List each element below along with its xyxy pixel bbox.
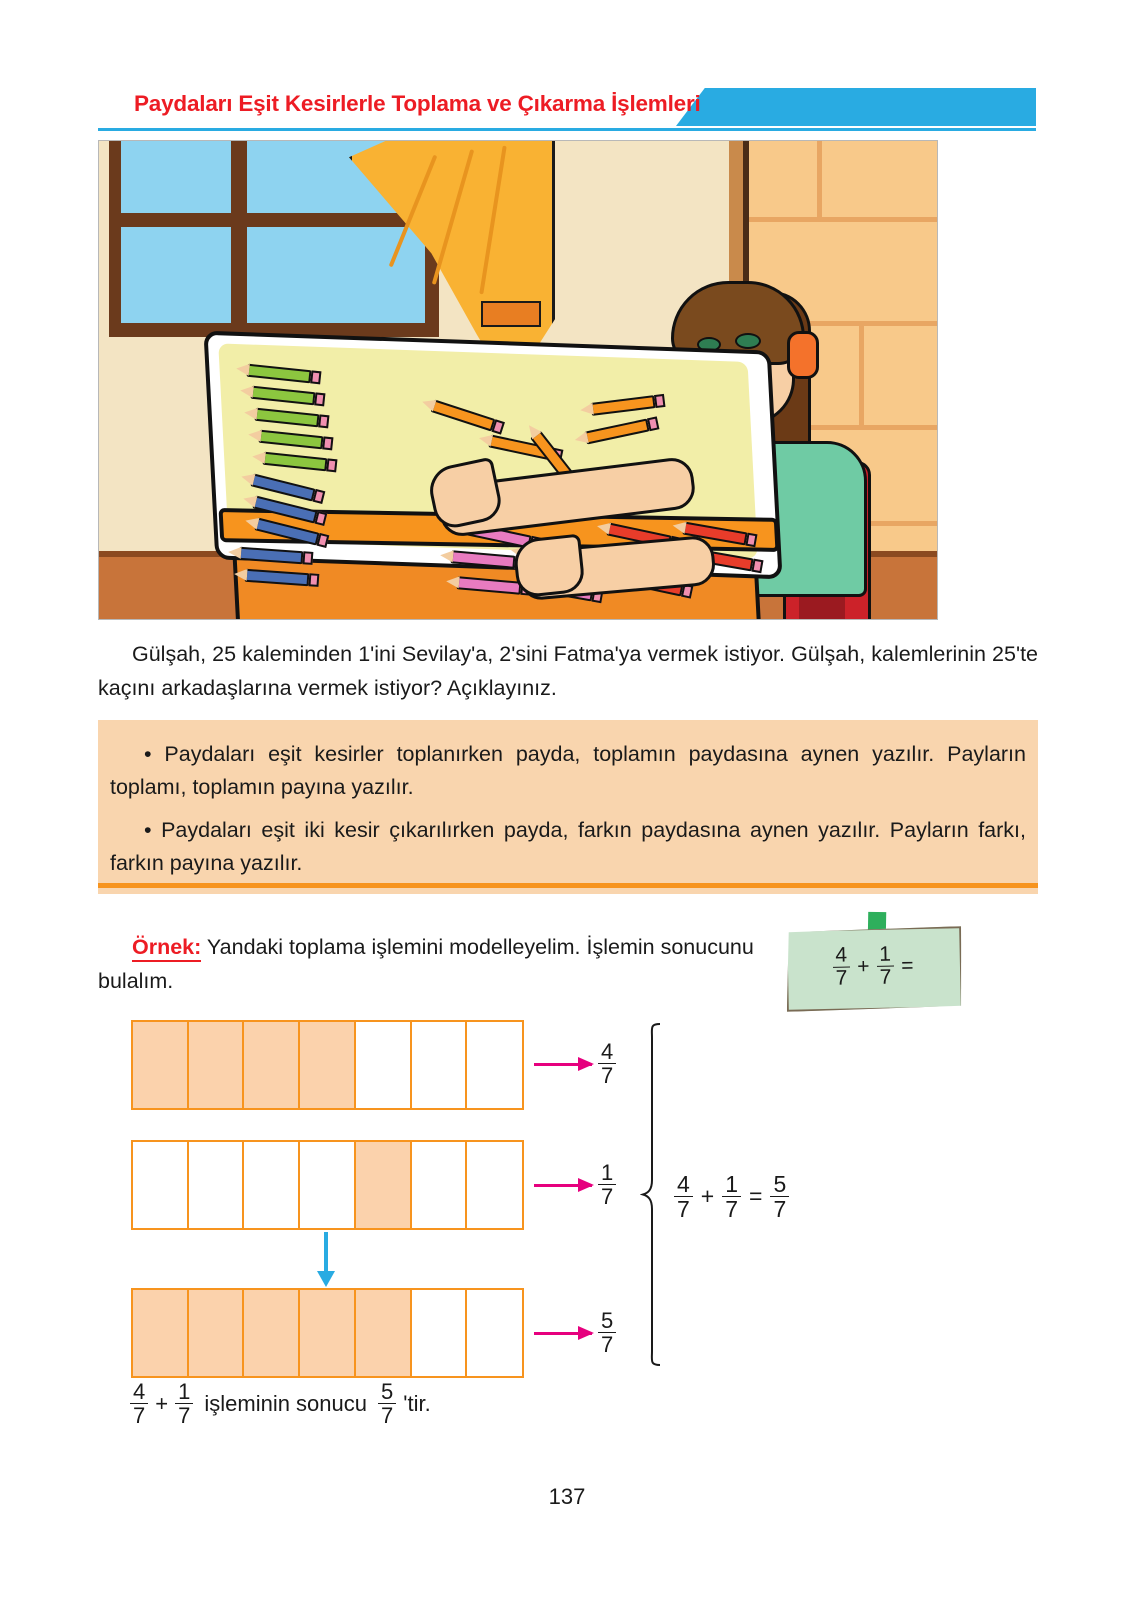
window-pane: [121, 227, 231, 323]
bar-cell: [187, 1288, 245, 1378]
fraction-label-2: $\frac{1}{7}$: [596, 1161, 618, 1208]
bar-cell: [410, 1020, 468, 1110]
fraction-1-7: $\frac{1}{7}$: [876, 944, 895, 989]
girl-hand: [512, 534, 586, 599]
example-label: Örnek:: [132, 935, 201, 962]
fraction-1-7: $\frac{1}{7}$: [175, 1380, 193, 1427]
bar-cell: [465, 1288, 523, 1378]
fraction-5-7: $\frac{5}{7}$: [770, 1172, 789, 1221]
page-title: Paydaları Eşit Kesirlerle Toplama ve Çıkarma İşlemleri: [134, 91, 701, 116]
example-lead: [98, 930, 788, 998]
header-divider: [98, 128, 1036, 131]
arrow-right-icon: [534, 1063, 592, 1066]
rules-infobox: [98, 720, 1038, 894]
girl-eye: [735, 333, 761, 349]
curly-brace-icon: [640, 1022, 670, 1367]
fraction-label-1: $\frac{4}{7}$: [596, 1040, 618, 1087]
example-block: [98, 930, 788, 998]
fraction-bar-2: [131, 1140, 521, 1230]
bar-cell: [298, 1140, 356, 1230]
arrow-right-icon: [534, 1332, 592, 1335]
brick-line: [749, 217, 938, 222]
result-equation: [672, 1172, 791, 1221]
equals-sign: =: [749, 1183, 763, 1210]
fraction-bar-3: [131, 1288, 521, 1378]
plus-operator: +: [700, 1183, 715, 1210]
fraction-bar-1: [131, 1020, 521, 1110]
sticky-note-expression: [786, 942, 959, 991]
fraction-4-7: $\frac{4}{7}$: [130, 1380, 148, 1427]
arrow-right-icon: [534, 1184, 592, 1187]
bar-cell: [354, 1288, 412, 1378]
brick-joint: [817, 141, 822, 217]
bar-cell: [242, 1020, 300, 1110]
bar-cell: [465, 1140, 523, 1230]
bar-cell: [410, 1288, 468, 1378]
conclusion-text: işleminin sonucu: [204, 1390, 367, 1416]
bar-cell: [354, 1140, 412, 1230]
bar-cell: [298, 1020, 356, 1110]
fraction-label-3: $\frac{5}{7}$: [596, 1309, 618, 1356]
fraction-5-7: $\frac{5}{7}$: [378, 1380, 396, 1427]
page-header: [98, 88, 1036, 132]
bar-cell: [242, 1140, 300, 1230]
problem-paragraph: Gülşah, 25 kaleminden 1'ini Sevilay'a, 2'sini Fatma'ya vermek istiyor. Gülşah, kalemlerinin 25'te kaçını arkadaşlarına vermek istiyor? Açıklayınız.: [98, 642, 1038, 700]
rule-bullet-2: • Paydaları eşit iki kesir çıkarılırken payda, farkın paydasına aynen yazılır. Payların farkı, farkın payına yazılır.: [110, 818, 1026, 875]
page-number: 137: [548, 1484, 586, 1509]
header-accent-band: [676, 88, 1036, 126]
fraction-4-7: $\frac{4}{7}$: [832, 944, 851, 989]
bar-cell: [465, 1020, 523, 1110]
bar-cell: [354, 1020, 412, 1110]
bar-cell: [298, 1288, 356, 1378]
bar-cell: [410, 1140, 468, 1230]
bar-cell: [131, 1140, 189, 1230]
equals-sign: =: [900, 953, 914, 977]
bar-cell: [242, 1288, 300, 1378]
infobox-bottom-rule: [98, 883, 1038, 888]
bar-cell: [131, 1288, 189, 1378]
girl-hair-tie: [787, 331, 819, 379]
bar-cell: [187, 1020, 245, 1110]
example-text: Yandaki toplama işlemini modelleyelim. İşlemin sonucunu bulalım.: [98, 935, 754, 993]
arrow-down-icon: [324, 1232, 328, 1272]
conclusion-sentence: [128, 1380, 431, 1427]
fraction-1-7: $\frac{1}{7}$: [722, 1172, 741, 1221]
plus-operator: +: [155, 1390, 169, 1416]
bar-cell: [131, 1020, 189, 1110]
brick-joint: [859, 321, 864, 425]
fraction-4-7: $\frac{4}{7}$: [674, 1172, 693, 1221]
window-pane: [121, 141, 231, 213]
rule-bullet-1: • Paydaları eşit kesirler toplanırken payda, toplamın paydasına aynen yazılır. Payların toplamı, toplamın payına yazılır.: [110, 742, 1026, 799]
curtain-tieback: [481, 301, 541, 327]
plus-operator: +: [856, 954, 870, 978]
lesson-illustration: [98, 140, 938, 620]
bar-cell: [187, 1140, 245, 1230]
conclusion-suffix: 'tir.: [403, 1390, 431, 1416]
